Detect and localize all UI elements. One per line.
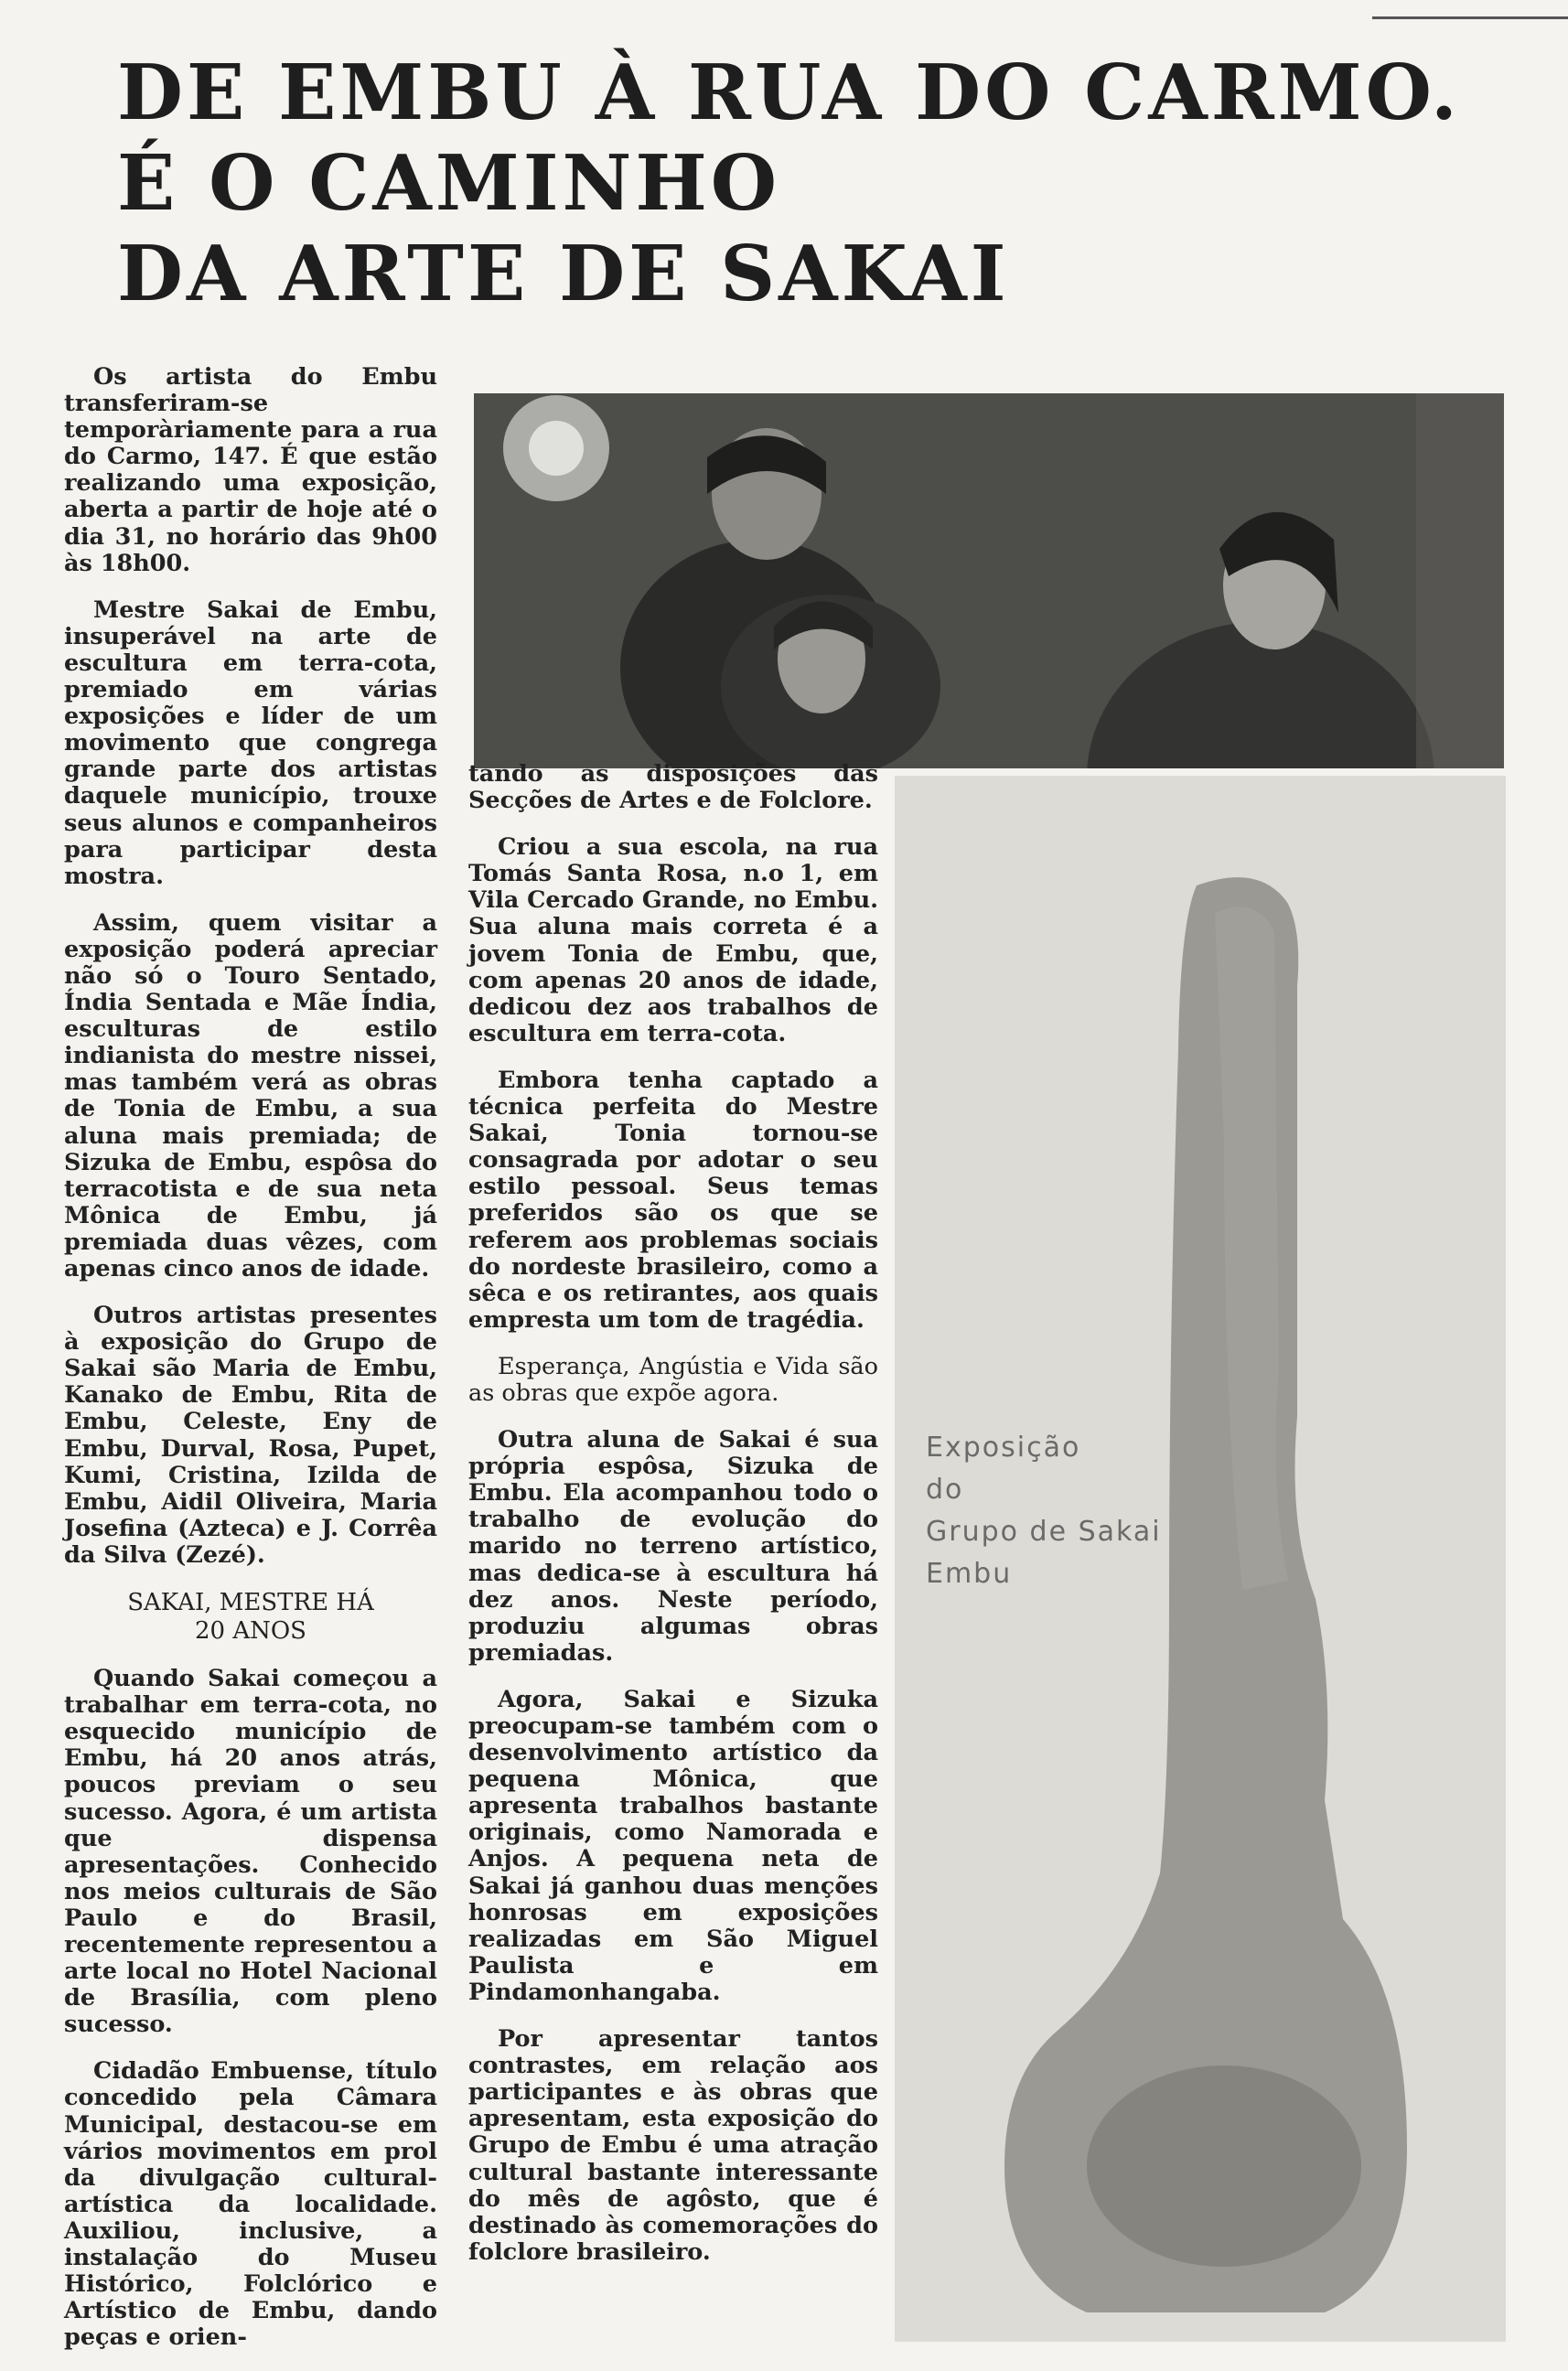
paragraph: Cidadão Embuense, título concedido pela Câmara Municipal, destacou-se em vários movimentos em prol da divulgação cultural-artística da localidade. Auxiliou, inclusive, a instalação do Museu Histórico, Folclórico e Artístico de Embu, dando peças e orien- xyxy=(64,2057,437,2352)
headline-line-2: É O CAMINHO xyxy=(117,138,781,228)
article-column-1 xyxy=(64,364,437,2371)
top-rule xyxy=(1372,16,1568,19)
subheading-line-2: 20 ANOS xyxy=(194,1617,306,1646)
paragraph: Agora, Sakai e Sizuka preocupam-se também com o desenvolvimento artístico da pequena Mônica, que apresenta trabalhos bastante originais, como Namorada e Anjos. A pequena neta de Sakai já ganhou duas menções honrosas em exposições realizadas em São Miguel Paulista e em Pindamonhangaba. xyxy=(468,1685,878,2006)
paragraph: Mestre Sakai de Embu, insuperável na arte de escultura em terra-cota, premiado em várias exposições e líder de um movimento que congrega grande parte dos artistas daquele município, trouxe seus alunos e companheiros para participar desta mostra. xyxy=(64,595,437,890)
caption-line-4: Embu xyxy=(926,1558,1013,1590)
paragraph: Criou a sua escola, na rua Tomás Santa Rosa, n.o 1, em Vila Cercado Grande, no Embu. Sua aluna mais correta é a jovem Tonia de Embu, que, com apenas 20 anos de idade, dedicou dez aos trabalhos de escultura em terra-cota. xyxy=(468,833,879,1047)
caption-line-1: Exposição xyxy=(926,1432,1081,1464)
paragraph: Os artista do Embu transferiram-se temporàriamente para a rua do Carmo, 147. É que estão realizando uma exposição, aberta a partir de hoje até o dia 31, no horário das 9h00 às 18h00. xyxy=(64,363,437,577)
paragraph: Embora tenha captado a técnica perfeita do Mestre Sakai, Tonia tornou-se consagrada por adotar o seu estilo pessoal. Seus temas preferidos são os que se referem aos problemas sociais do nordeste brasileiro, como a sêca e os retirantes, aos quais empresta um tom de tragédia. xyxy=(468,1066,878,1334)
paragraph: Outra aluna de Sakai é sua própria espôsa, Sizuka de Embu. Ela acompanhou todo o trabalho de evolução do marido no terreno artístico, mas dedica-se à escultura há dez anos. Neste período, produziu algumas obras premiadas. xyxy=(468,1426,878,1667)
headline xyxy=(117,48,1489,319)
photo-caption xyxy=(926,1427,1292,1595)
caption-line-3: Grupo de Sakai xyxy=(926,1516,1162,1548)
paragraph: Outros artistas presentes à exposição do Grupo de Sakai são Maria de Embu, Kanako de Embu, Rita de Embu, Celeste, Eny de Embu, Durval, Rosa, Pupet, Kumi, Cristina, Izilda de Embu, Aidil Oliveira, Maria Josefina (Azteca) e J. Corrêa da Silva (Zezé). xyxy=(64,1302,437,1569)
paragraph: tando as disposições das Secções de Artes e de Folclore. xyxy=(468,760,878,815)
article-column-2 xyxy=(468,761,878,2286)
section-subheading xyxy=(64,1589,437,1646)
paragraph: Assim, quem visitar a exposição poderá apreciar não só o Touro Sentado, Índia Sentada e Mãe Índia, esculturas de estilo indianista do mestre nissei, mas também verá as obras de Tonia de Embu, a sua aluna mais premiada; de Sizuka de Embu, espôsa do terracotista e de sua neta Mônica de Embu, já premiada duas vêzes, com apenas cinco anos de idade. xyxy=(64,908,437,1282)
paragraph: Esperança, Angústia e Vida são as obras que expõe agora. xyxy=(468,1352,878,1407)
headline-line-1: DE EMBU À RUA DO CARMO. xyxy=(117,48,1461,137)
caption-line-2: do xyxy=(926,1474,964,1506)
group-photo xyxy=(474,393,1504,768)
subheading-line-1: SAKAI, MESTRE HÁ xyxy=(127,1589,374,1617)
paragraph: Por apresentar tantos contrastes, em relação aos participantes e às obras que apresentam, esta exposição do Grupo de Embu é uma atração cultural bastante interessante do mês de agôsto, que é destinado às comemorações do folclore brasileiro. xyxy=(468,2025,878,2266)
paragraph: Quando Sakai começou a trabalhar em terra-cota, no esquecido município de Embu, há 20 anos atrás, poucos previam o seu sucesso. Agora, é um artista que dispensa apresentações. Conhecido nos meios culturais de São Paulo e do Brasil, recentemente representou a arte local no Hotel Nacional de Brasília, com pleno sucesso. xyxy=(64,1665,437,2039)
headline-line-3: DA ARTE DE SAKAI xyxy=(117,229,1010,318)
